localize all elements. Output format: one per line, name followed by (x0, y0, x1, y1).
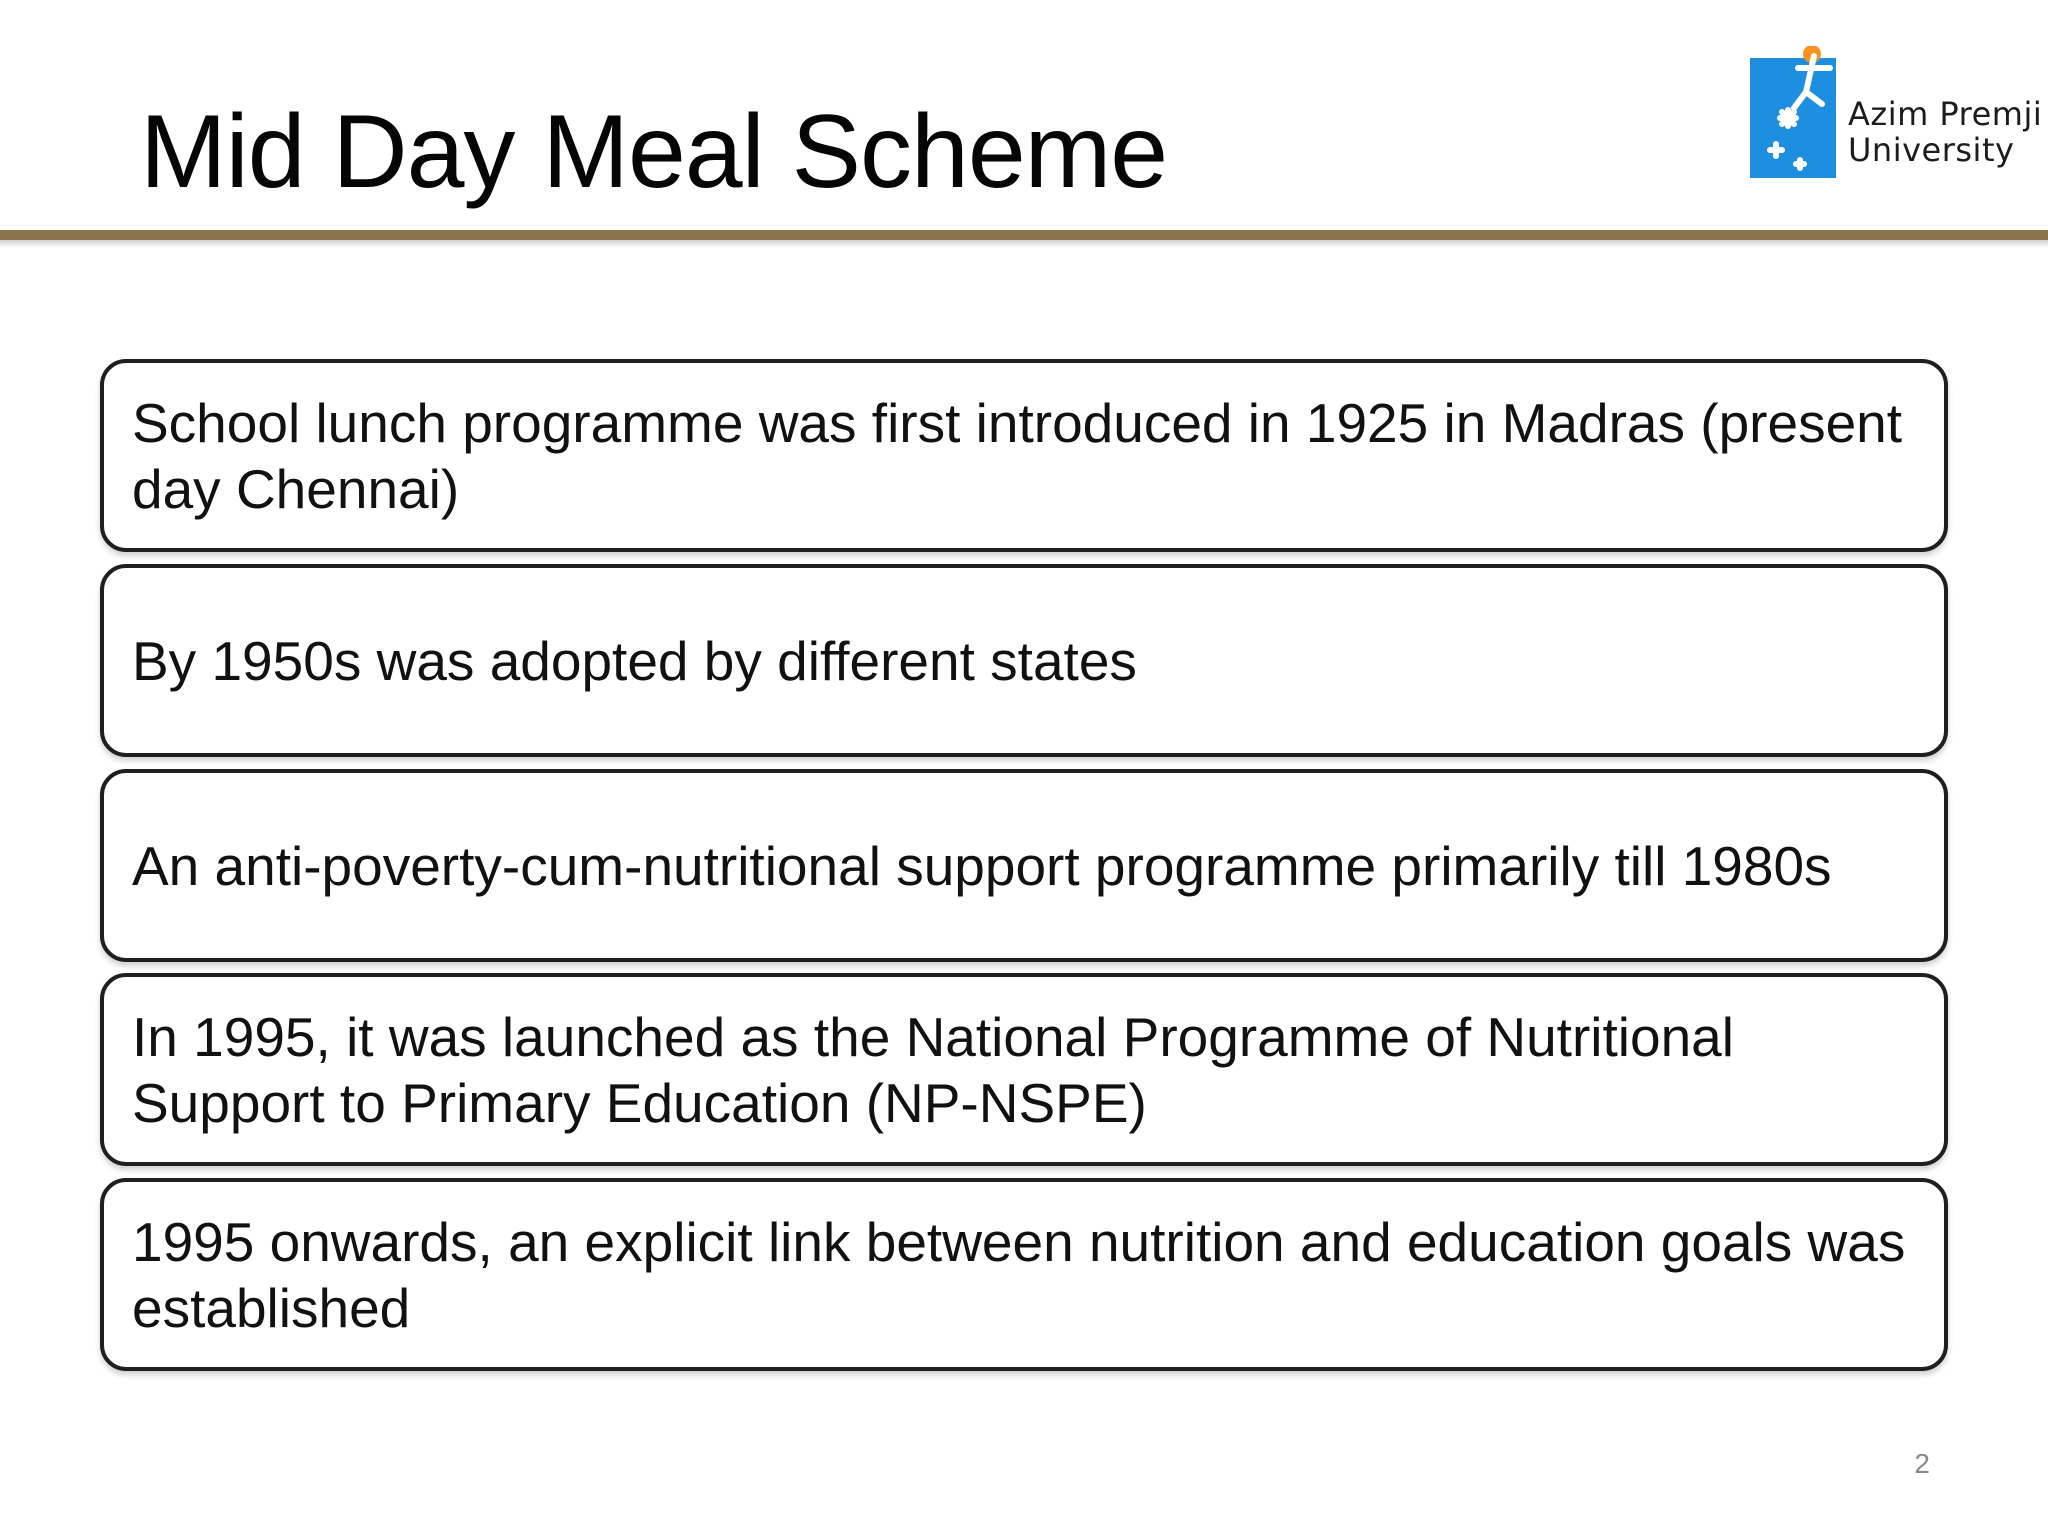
point-box-3 (100, 769, 1948, 962)
university-name-line2: University (1848, 131, 2015, 169)
point-box-5 (100, 1178, 1948, 1371)
point-box-4 (100, 973, 1948, 1166)
point-text-3: An anti-poverty-cum-nutritional support programme primarily till 1980s (132, 834, 1832, 897)
point-box-2 (100, 564, 1948, 757)
point-text-4: In 1995, it was launched as the National Programme of Nutritional Support to Primary Education (NP-NSPE) (132, 1005, 1734, 1134)
university-logo (1748, 32, 2048, 172)
title-divider-shadow (0, 240, 2048, 248)
university-logo-icon (1750, 46, 1840, 200)
point-text-5: 1995 onwards, an explicit link between nutrition and education goals was established (132, 1210, 1906, 1339)
title-divider (0, 230, 2048, 240)
university-name-line1: Azim Premji (1848, 95, 2043, 133)
page-number: 2 (1914, 1448, 1930, 1479)
university-name (1848, 96, 2048, 168)
point-text-2: By 1950s was adopted by different states (132, 629, 1137, 692)
point-box-1 (100, 359, 1948, 552)
slide-title: Mid Day Meal Scheme (140, 94, 1168, 210)
point-text-1: School lunch programme was first introduced in 1925 in Madras (present day Chennai) (132, 391, 1903, 520)
